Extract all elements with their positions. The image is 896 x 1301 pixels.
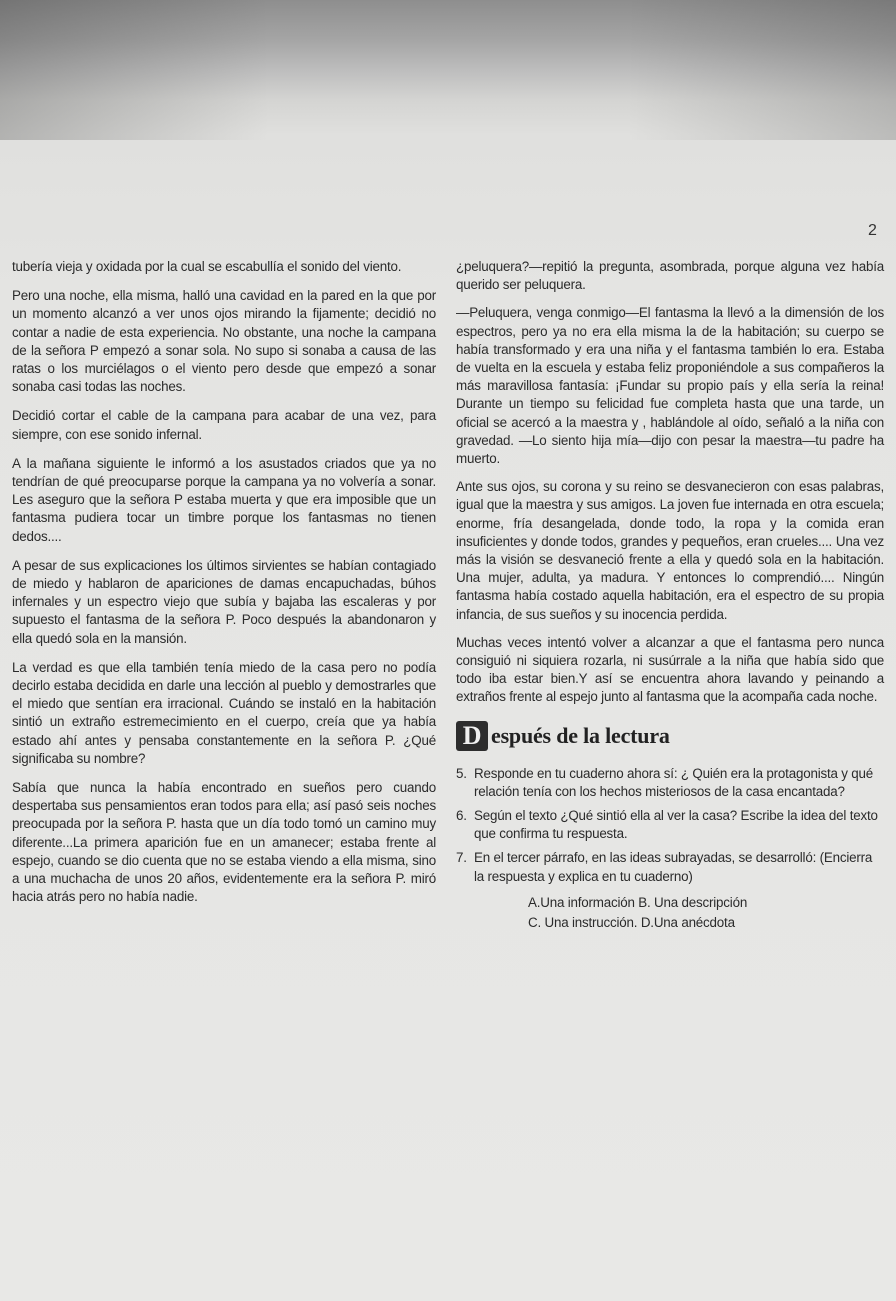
paragraph: Decidió cortar el cable de la campana para acabar de una vez, para siempre, con ese sonido infernal. (12, 408, 436, 442)
paragraph: —Peluquera, venga conmigo—El fantasma la llevó a la dimensión de los espectros, pero ya no era ella misma la de la habitación; su cuerpo se había transformado y era una niña y el fantasma también lo era. Estaba de vuelta en la escuela y estaba feliz proponiéndole a sus compañeros la más maravillosa fantasía: ¡Fundar su propio país y ella sería la reina! Durante un tiempo su felicidad fue completa hasta que una tarde, un oficial se acercó a la maestra y , hablándole al oído, señaló a la niña con gravedad. —Lo siento hija mía—dijo con pesar la maestra—tu padre ha muerto. (456, 305, 884, 467)
page-number: 2 (868, 222, 877, 239)
question-text: Según el texto ¿Qué sintió ella al ver la casa? Escribe la idea del texto que confirma tu respuesta. (474, 808, 878, 842)
paragraph: Pero una noche, ella misma, halló una cavidad en la pared en la que por un momento alcanzó a ver unos ojos mirando la fijamente; decidió no contar a nadie de esta experiencia. No obstante, una noche la campana de la señora P empezó a sonar sola. No supo si sonaba a causa de las ratas o los murciélagos o el viento pero desde que empezó a sonar sonaba casi todas las noches. (12, 288, 436, 395)
question-text: Responde en tu cuaderno ahora sí: ¿ Quién era la protagonista y qué relación tenía con los hechos misteriosos de la casa encantada? (474, 765, 874, 799)
question-text: En el tercer párrafo, en las ideas subrayadas, se desarrolló: (Encierra la respuesta y explica en tu cuaderno) (474, 850, 873, 884)
left-column (12, 258, 436, 918)
right-column (456, 258, 884, 934)
question-item (456, 849, 884, 885)
question-item (456, 807, 884, 843)
answer-options (456, 894, 884, 932)
question-number: 5. (456, 765, 467, 781)
paragraph: A pesar de sus explicaciones los últimos sirvientes se habían contagiado de miedo y hablaron de apariciones de damas encapuchadas, búhos infernales y un espectro viejo que subía y bajaba las escaleras y por supuesto el fantasma de la señora P. Poco después la abandonaron y ella quedó sola en la mansión. (12, 557, 436, 646)
option-line: C. Una instrucción. D.Una anécdota (528, 915, 735, 931)
section-heading (456, 721, 884, 751)
paragraph: ¿peluquera?—repitió la pregunta, asombrada, porque alguna vez había querido ser peluquera. (456, 259, 884, 293)
paragraph: A la mañana siguiente le informó a los asustados criados que ya no tendrían de qué preocuparse porque la campana ya no volvería a sonar. Les aseguro que la señora P estaba muerta y que era imposible que un fantasma pudiera tocar un timbre porque los fantasmas no tienen dedos.... (12, 455, 436, 544)
paragraph: Muchas veces intentó volver a alcanzar a que el fantasma pero nunca consiguió ni siquiera rozarla, ni susúrrale a la niña que había sido que todo iba estar bien.Y así se encuentra ahora lavando y peinando a extraños frente al espejo junto al fantasma que la acompaña cada noche. (456, 634, 884, 705)
question-number: 6. (456, 808, 467, 824)
photo-shadow (0, 0, 896, 140)
drop-cap: D (456, 721, 488, 751)
paragraph: La verdad es que ella también tenía miedo de la casa pero no podía decirlo estaba decidida en darle una lección al pueblo y demostrarles que el miedo que sentían era irracional. Cuándo se instaló en la habitación sintió un extraño estremecimiento en el cuerpo, creía que ya había estado ahí antes y pensaba constantemente en la señora P. ¿Qué significaba su nombre? (12, 659, 436, 766)
question-item (456, 765, 884, 801)
paragraph: tubería vieja y oxidada por la cual se escabullía el sonido del viento. (12, 259, 402, 274)
question-number: 7. (456, 850, 467, 866)
paragraph: Sabía que nunca la había encontrado en sueños pero cuando despertaba sus pensamientos eran todos para ella; así pasó seis noches preocupada por la señora P. hasta que un día todo tomó un camino muy diferente...La primera aparición fue en un amanecer; estaba frente al espejo, cuando se dio cuenta que no se estaba viendo a ella misma, sino a una muchacha de unos 20 años, evidentemente era la señora P. miró hacia atrás pero no había nadie. (12, 780, 436, 905)
section-heading-text: espués de la lectura (491, 722, 670, 748)
option-line: A.Una información B. Una descripción (528, 894, 748, 910)
paragraph: Ante sus ojos, su corona y su reino se desvanecieron con esas palabras, igual que la maestra y sus amigos. La joven fue internada en otra escuela; enorme, fría desangelada, donde todo, la ropa y la comida eran insuficientes y donde todos, grandes y pequeños, eran crueles.... Una vez más la visión se desvaneció frente a ella y quedó sola en la habitación. Una mujer, adulta, ya madura. Y entonces lo comprendió.... Ningún fantasma había costado aquella habitación, era el espectro de su propia infancia, de sus sueños y su inocencia perdida. (456, 479, 884, 622)
